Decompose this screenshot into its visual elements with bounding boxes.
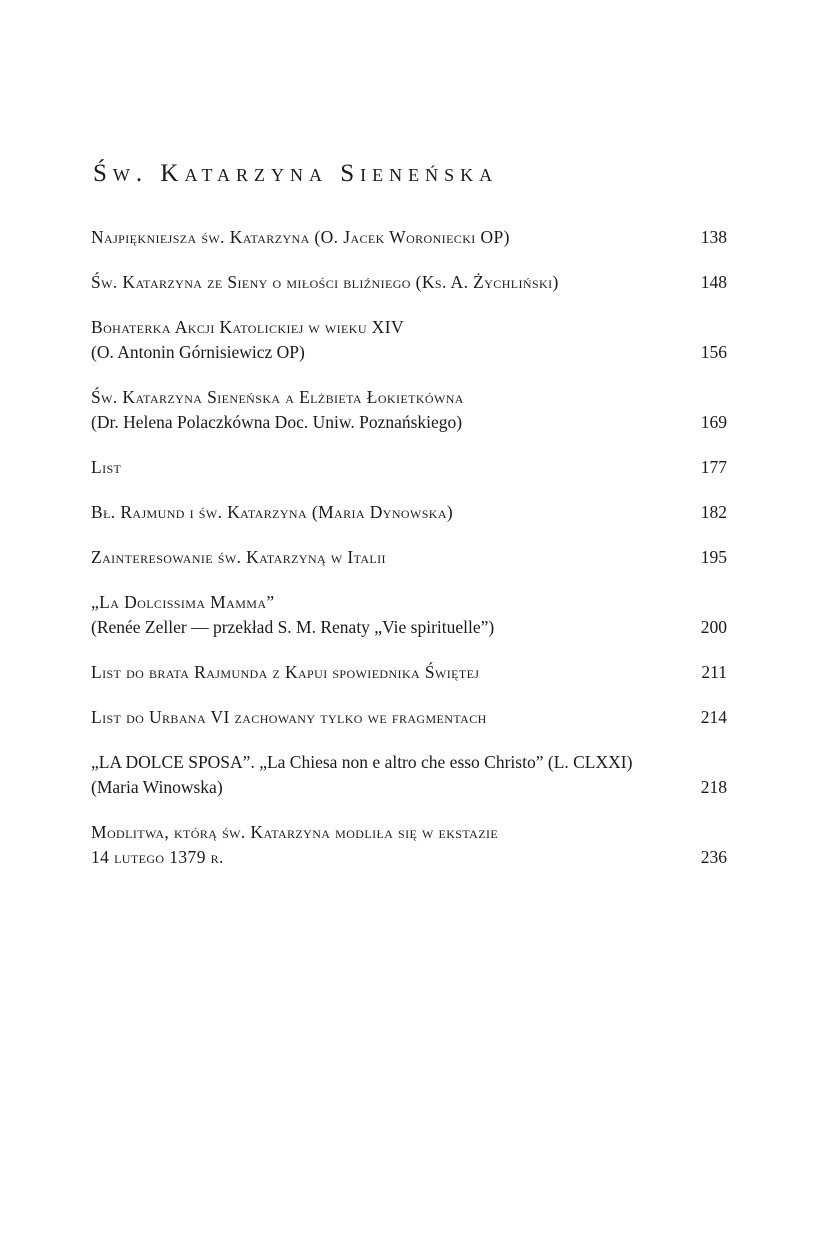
toc-entry-page: 214 xyxy=(700,707,727,727)
table-of-contents xyxy=(91,225,727,870)
toc-entry[interactable] xyxy=(91,590,727,640)
toc-entry[interactable] xyxy=(91,750,727,800)
toc-entry-page: 211 xyxy=(701,662,727,682)
toc-entry-title: „LA DOLCE SPOSA”. „La Chiesa non e altro che esso Christo” (L. CLXXI) xyxy=(91,752,633,772)
toc-entry[interactable] xyxy=(91,385,727,435)
toc-entry-page: 182 xyxy=(700,502,727,522)
toc-entry-title: Bł. Rajmund i św. Katarzyna (Maria Dynowska) xyxy=(91,502,454,522)
toc-entry[interactable] xyxy=(91,270,727,295)
toc-entry[interactable] xyxy=(91,315,727,365)
section-heading: Św. Katarzyna Sieneńska xyxy=(93,160,499,187)
toc-entry-page: 200 xyxy=(700,617,727,637)
toc-entry-author: (Dr. Helena Polaczkówna Doc. Uniw. Poznańskiego) xyxy=(91,412,463,432)
toc-entry-author: (Maria Winowska) xyxy=(91,777,223,797)
toc-entry-page: 169 xyxy=(700,412,727,432)
toc-entry-page: 218 xyxy=(700,777,727,797)
toc-entry-title: Św. Katarzyna Sieneńska a Elżbieta Łokietkówna xyxy=(91,387,464,407)
toc-entry-title: Bohaterka Akcji Katolickiej w wieku XIV xyxy=(91,317,404,337)
toc-entry[interactable] xyxy=(91,545,727,570)
toc-entry-author: (Renée Zeller — przekład S. M. Renaty „Vie spirituelle”) xyxy=(91,617,495,637)
toc-entry-author: (O. Antonin Górnisiewicz OP) xyxy=(91,342,305,362)
toc-entry-title: Św. Katarzyna ze Sieny o miłości bliźniego (Ks. A. Żychliński) xyxy=(91,272,559,292)
toc-entry[interactable] xyxy=(91,660,727,685)
toc-entry-page: 156 xyxy=(700,342,727,362)
toc-entry-title: „La Dolcissima Mamma” xyxy=(91,592,275,612)
toc-entry[interactable] xyxy=(91,455,727,480)
toc-entry-title: List xyxy=(91,457,122,477)
toc-entry-date: 14 lutego 1379 r. xyxy=(91,847,224,867)
toc-entry-title: Modlitwa, którą św. Katarzyna modliła się w ekstazie xyxy=(91,822,499,842)
toc-entry-title: Najpiękniejsza św. Katarzyna (O. Jacek Woroniecki OP) xyxy=(91,227,510,247)
toc-entry-page: 177 xyxy=(700,457,727,477)
toc-entry-title: List do Urbana VI zachowany tylko we fragmentach xyxy=(91,707,487,727)
toc-entry-title: List do brata Rajmunda z Kapui spowiednika Świętej xyxy=(91,662,480,682)
toc-entry[interactable] xyxy=(91,225,727,250)
toc-entry-page: 236 xyxy=(700,847,727,867)
toc-entry[interactable] xyxy=(91,705,727,730)
toc-entry-page: 195 xyxy=(700,547,727,567)
toc-entry-page: 138 xyxy=(700,227,727,247)
toc-entry[interactable] xyxy=(91,500,727,525)
toc-entry-title: Zainteresowanie św. Katarzyną w Italii xyxy=(91,547,386,567)
toc-entry[interactable] xyxy=(91,820,727,870)
toc-entry-page: 148 xyxy=(700,272,727,292)
